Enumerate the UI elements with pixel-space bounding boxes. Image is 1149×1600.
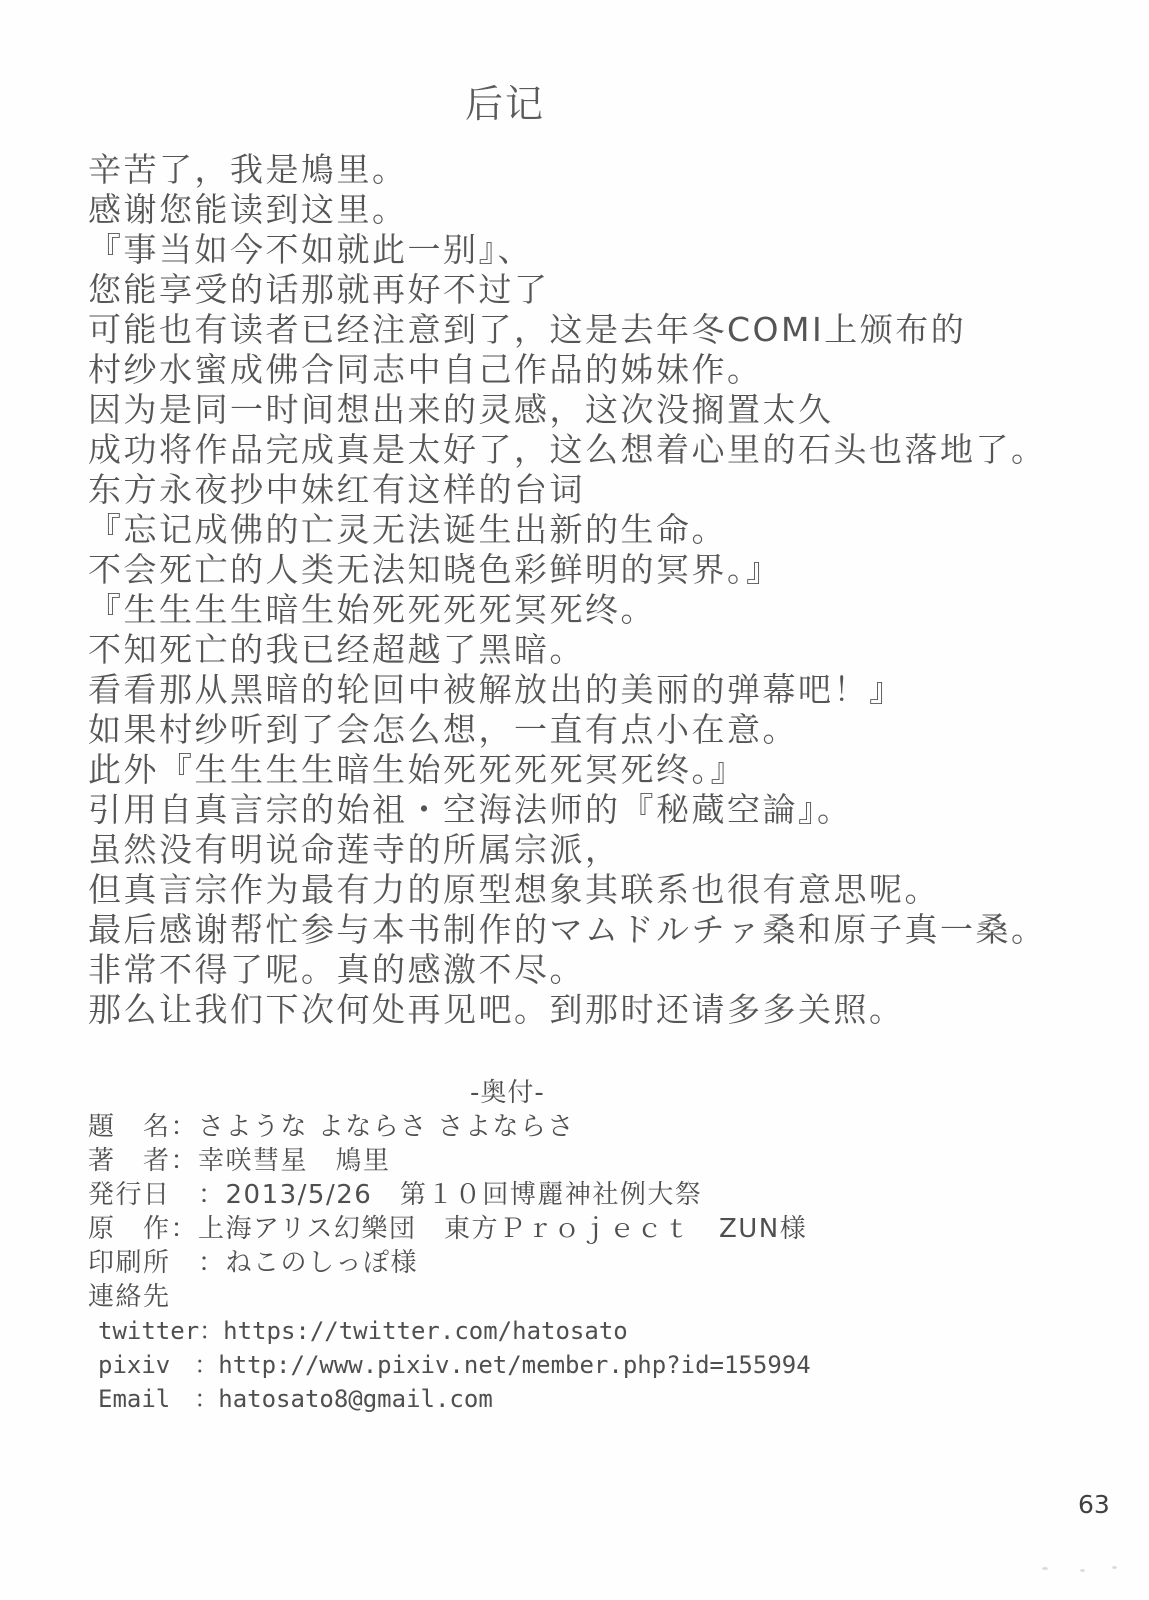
afterword-line: 『事当如今不如就此一别』、: [88, 230, 533, 269]
afterword-line: 看看那从黑暗的轮回中被解放出的美丽的弹幕吧！』: [88, 670, 905, 709]
afterword-line: 引用自真言宗的始祖・空海法师的『秘蔵空論』。: [88, 790, 853, 829]
colophon-publish-date-line: 発行日 ：2013/5/26 第１０回博麗神社例大祭: [88, 1180, 703, 1210]
afterword-line: 此外『生生生生暗生始死死死死冥死终。』: [88, 750, 746, 789]
scan-speck: [1112, 1566, 1117, 1569]
afterword-line: 但真言宗作为最有力的原型想象其联系也很有意思呢。: [88, 870, 940, 909]
afterword-line: 辛苦了，我是鳩里。: [88, 150, 408, 189]
page-number: 63: [1078, 1490, 1110, 1519]
colophon: [88, 1076, 811, 1416]
afterword-line: 最后感谢帮忙参与本书制作的マムドルチァ桑和原子真一桑。: [88, 910, 1047, 949]
contact-pixiv: pixiv ：http://www.pixiv.net/member.php?id=155994: [98, 1351, 811, 1379]
colophon-author-line: 著 者：幸咲彗星 鳩里: [88, 1146, 391, 1176]
afterword-line: 那么让我们下次何处再见吧。到那时还请多多关照。: [88, 990, 905, 1029]
afterword-line: 您能享受的话那就再好不过了: [88, 270, 550, 309]
scan-speck: [1042, 1567, 1048, 1570]
afterword-line: 因为是同一时间想出来的灵感，这次没搁置太久: [88, 390, 834, 429]
afterword-line: 可能也有读者已经注意到了，这是去年冬COMI上颁布的: [88, 310, 967, 349]
afterword-line: 不会死亡的人类无法知晓色彩鲜明的冥界。』: [88, 550, 782, 589]
afterword-line: 『忘记成佛的亡灵无法诞生出新的生命。: [88, 510, 727, 549]
colophon-contact-label: 連絡先: [88, 1282, 171, 1312]
contact-twitter: twitter：https://twitter.com/hatosato: [98, 1317, 628, 1345]
scan-speck: [1080, 1569, 1085, 1572]
contact-email: Email ：hatosato8@gmail.com: [98, 1385, 493, 1413]
afterword-line: 村纱水蜜成佛合同志中自己作品的姊妹作。: [88, 350, 763, 389]
afterword-line: 感谢您能读到这里。: [88, 190, 408, 229]
colophon-title-line: 題 名：さような よならさ さよならさ: [88, 1112, 576, 1142]
colophon-printer-line: 印刷所 ：ねこのしっぽ様: [88, 1248, 419, 1278]
afterword-line: 虽然没有明说命莲寺的所属宗派，: [88, 830, 621, 869]
colophon-heading: -奥付-: [470, 1078, 545, 1108]
afterword-line: 『生生生生暗生始死死死死冥死终。: [88, 590, 656, 629]
page-title: 后记: [465, 82, 546, 126]
afterword-line: 如果村纱听到了会怎么想，一直有点小在意。: [88, 710, 798, 749]
afterword-text: [88, 150, 1047, 1030]
afterword-line: 东方永夜抄中妹红有这样的台词: [88, 470, 585, 509]
afterword-line: 不知死亡的我已经超越了黑暗。: [88, 630, 585, 669]
colophon-original-work-line: 原 作：上海アリス幻樂団 東方Ｐｒｏｊｅｃｔ ZUN様: [88, 1214, 808, 1244]
afterword-line: 非常不得了呢。真的感激不尽。: [88, 950, 585, 989]
afterword-line: 成功将作品完成真是太好了，这么想着心里的石头也落地了。: [88, 430, 1047, 469]
